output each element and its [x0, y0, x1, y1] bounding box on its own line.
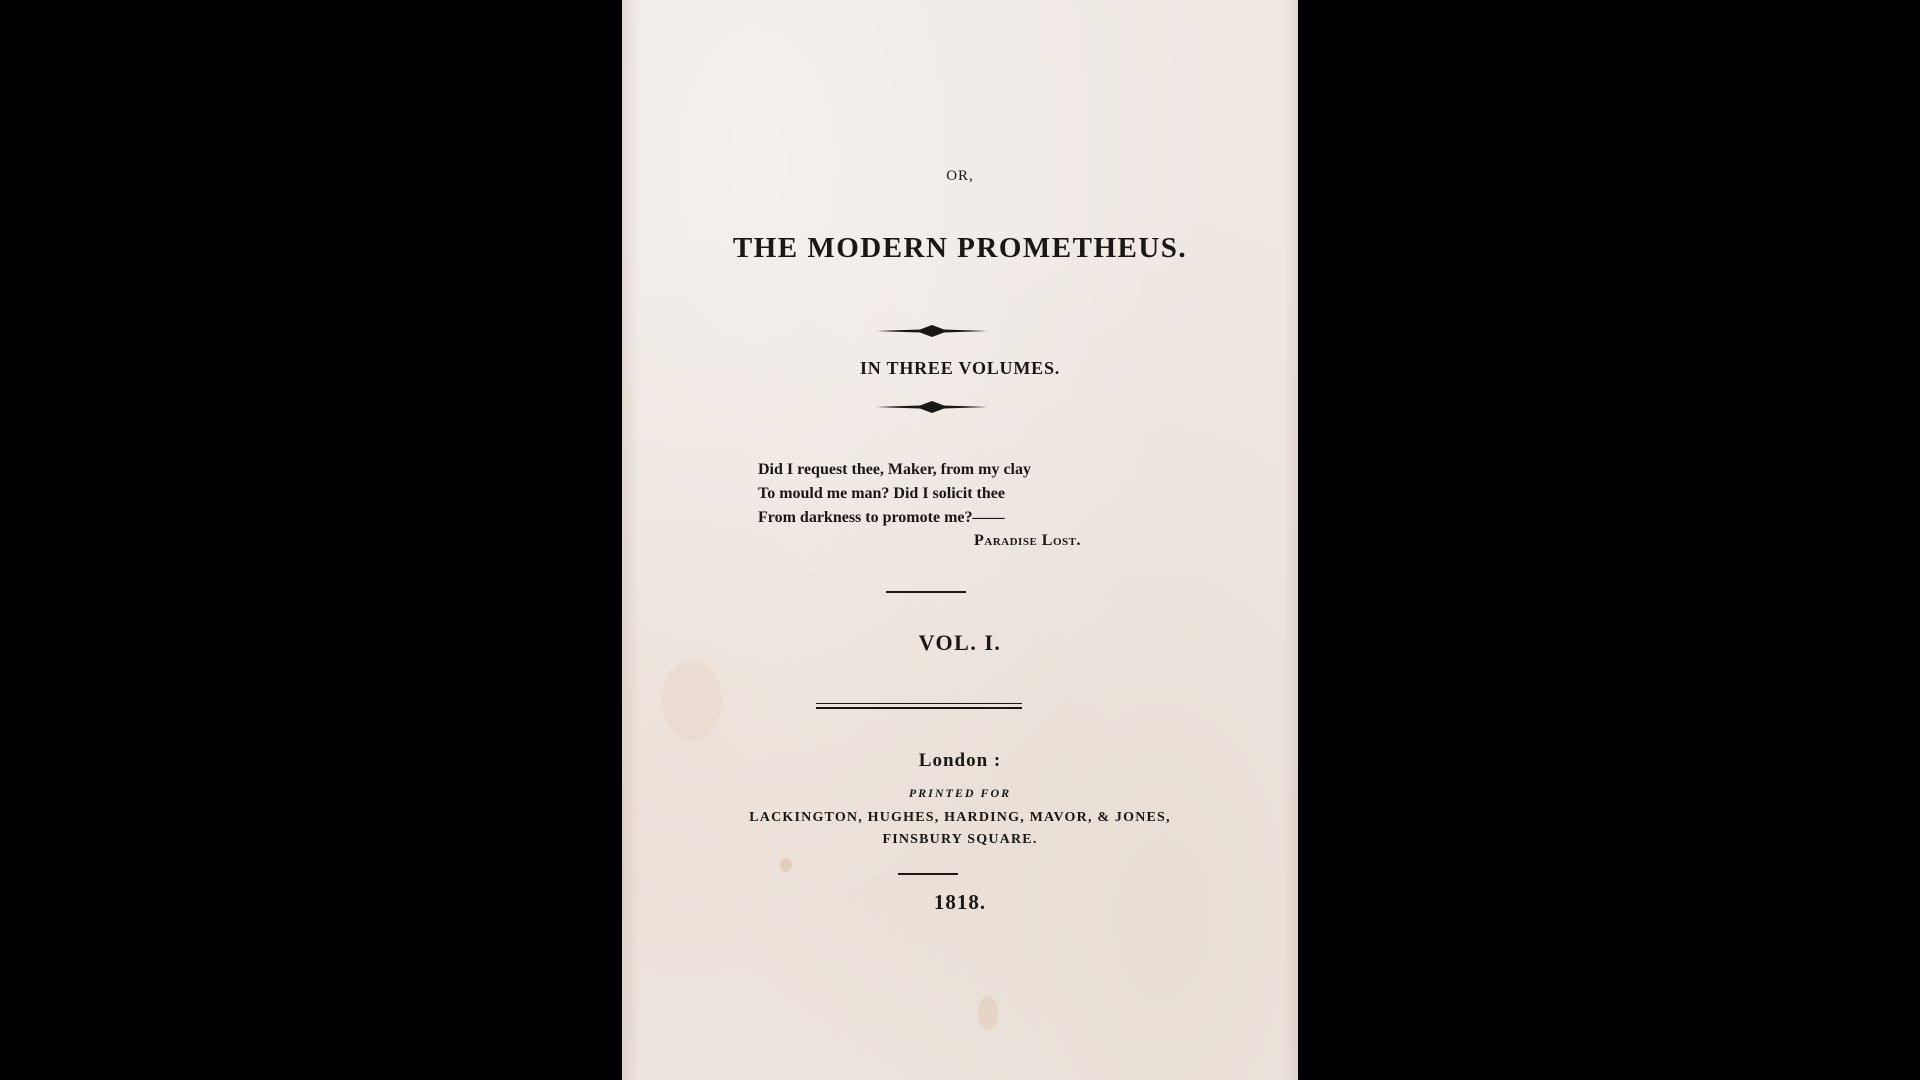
volumes-line: IN THREE VOLUMES.	[859, 358, 1061, 378]
imprint-publisher: LACKINGTON, HUGHES, HARDING, MAVOR, & JONES,	[749, 810, 1171, 825]
year-rule	[898, 873, 958, 875]
publication-year: 1818.	[933, 890, 987, 914]
divider-rule	[886, 591, 966, 593]
volume-number: VOL. I.	[918, 630, 1002, 655]
epigraph-line: To mould me man? Did I solicit thee	[758, 485, 1005, 502]
double-rule-top	[816, 703, 1022, 704]
foxing-stain	[978, 996, 998, 1030]
epigraph-attribution: Paradise Lost.	[974, 532, 1081, 549]
epigraph-line: Did I request thee, Maker, from my clay	[758, 461, 1031, 478]
ornament-top	[876, 324, 988, 338]
imprint-address: FINSBURY SQUARE.	[882, 832, 1038, 847]
imprint-city: London :	[918, 750, 1002, 771]
title-page	[622, 0, 1298, 1080]
epigraph	[758, 458, 1031, 530]
book-title: THE MODERN PROMETHEUS.	[732, 232, 1188, 264]
foxing-stain	[662, 660, 722, 740]
or-line: OR,	[946, 168, 974, 184]
ornament-bottom	[876, 400, 988, 414]
imprint-printed-for: PRINTED FOR	[908, 786, 1012, 800]
epigraph-line: From darkness to promote me?——	[758, 509, 1005, 526]
double-rule-bottom	[816, 707, 1022, 709]
foxing-stain	[780, 858, 792, 872]
